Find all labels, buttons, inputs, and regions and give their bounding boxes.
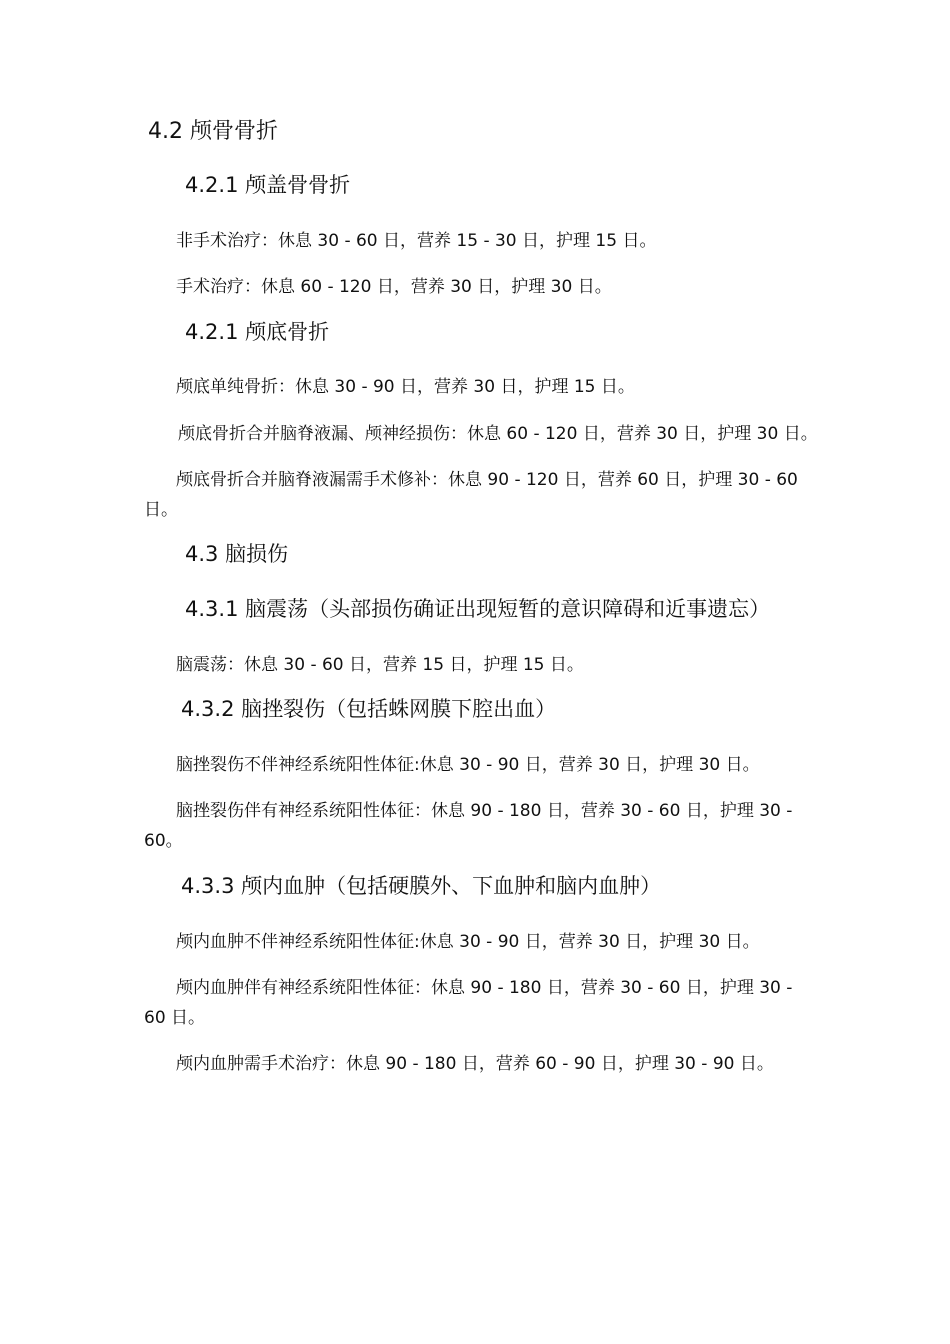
paragraph-contusion-signs-line1: 脑挫裂伤伴有神经系统阳性体征：休息 90 - 180 日，营养 30 - 60 日，护理 30 - xyxy=(176,801,793,821)
heading-4-3-3: 4.3.3 颅内血肿（包括硬膜外、下血肿和脑内血肿） xyxy=(181,874,662,898)
heading-4-2-1-skull-vault: 4.2.1 颅盖骨骨折 xyxy=(185,173,351,197)
paragraph-skull-base-repair-line2: 日。 xyxy=(144,500,178,520)
paragraph-hematoma-no-signs: 颅内血肿不伴神经系统阳性体征:休息 30 - 90 日，营养 30 日，护理 30 日。 xyxy=(176,932,760,952)
paragraph-contusion-no-signs: 脑挫裂伤不伴神经系统阳性体征:休息 30 - 90 日，营养 30 日，护理 30 日。 xyxy=(176,755,760,775)
paragraph-hematoma-signs-line1: 颅内血肿伴有神经系统阳性体征：休息 90 - 180 日，营养 30 - 60 日，护理 30 - xyxy=(176,978,793,998)
heading-4-3: 4.3 脑损伤 xyxy=(185,542,289,566)
heading-4-3-1: 4.3.1 脑震荡（头部损伤确证出现短暂的意识障碍和近事遗忘） xyxy=(185,597,771,621)
paragraph-skull-base-repair-line1: 颅底骨折合并脑脊液漏需手术修补：休息 90 - 120 日，营养 60 日，护理 30 - 60 xyxy=(176,470,798,490)
paragraph-nonsurgical: 非手术治疗：休息 30 - 60 日，营养 15 - 30 日，护理 15 日。 xyxy=(176,231,657,251)
paragraph-skull-base-csf: 颅底骨折合并脑脊液漏、颅神经损伤：休息 60 - 120 日，营养 30 日，护理 30 日。 xyxy=(178,424,818,444)
paragraph-skull-base-simple: 颅底单纯骨折：休息 30 - 90 日，营养 30 日，护理 15 日。 xyxy=(176,377,635,397)
paragraph-hematoma-signs-line2: 60 日。 xyxy=(144,1008,206,1028)
heading-4-2-1-skull-base: 4.2.1 颅底骨折 xyxy=(185,320,330,344)
paragraph-hematoma-surgery: 颅内血肿需手术治疗：休息 90 - 180 日，营养 60 - 90 日，护理 30 - 90 日。 xyxy=(176,1054,774,1074)
heading-4-3-2: 4.3.2 脑挫裂伤（包括蛛网膜下腔出血） xyxy=(181,697,557,721)
paragraph-contusion-signs-line2: 60。 xyxy=(144,831,183,851)
paragraph-surgical: 手术治疗：休息 60 - 120 日，营养 30 日，护理 30 日。 xyxy=(176,277,612,297)
paragraph-concussion: 脑震荡：休息 30 - 60 日，营养 15 日，护理 15 日。 xyxy=(176,655,584,675)
heading-4-2: 4.2 颅骨骨折 xyxy=(148,119,278,144)
